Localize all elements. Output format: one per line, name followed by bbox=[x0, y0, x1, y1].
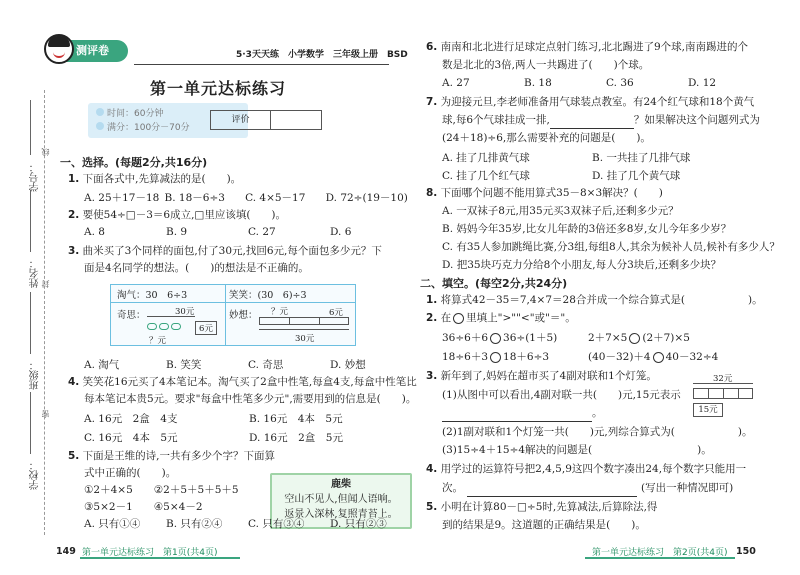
compare-circle[interactable] bbox=[629, 333, 640, 344]
option[interactable]: B. 18 bbox=[524, 77, 552, 89]
seal-mark-line: 线 bbox=[41, 148, 50, 156]
question-6-text: 南南和北北进行足球定点射门练习,北北踢进了9个球,南南踢进的个 bbox=[440, 41, 748, 53]
option[interactable]: B. 9 bbox=[166, 226, 188, 238]
option[interactable]: A. 8 bbox=[84, 226, 105, 238]
expr: 36÷6＋6 bbox=[442, 332, 489, 344]
question-7-part-c: ？如果解决这个问题列式为 bbox=[633, 114, 760, 126]
option[interactable]: A. 16元 2盒 4支 bbox=[84, 413, 178, 425]
fill-3-2: (2)1副对联和1个灯笼一共( )元,列综合算式为( )。 bbox=[442, 426, 753, 438]
option[interactable]: B. 16元 4本 5元 bbox=[249, 413, 343, 425]
option[interactable]: B. 18－6÷3 bbox=[164, 192, 225, 204]
fill-5-text: 小明在计算80－□÷5时,先算减法,后算除法,得 bbox=[440, 501, 658, 513]
fill-2-row-2b bbox=[588, 350, 718, 365]
question-8-text: 下面哪个问题不能用算式35－8×3解决？( ) bbox=[440, 187, 663, 199]
question-5-text: 下面是王维的诗,一共有多少个字？下面算 bbox=[82, 450, 275, 462]
option[interactable]: A. 一双袜子8元,用35元买3双袜子后,还剩多少元？ bbox=[442, 205, 679, 217]
class-label: 班级： bbox=[30, 360, 41, 390]
qisi-label: 奇思： bbox=[117, 310, 146, 321]
miao-6: 6元 bbox=[329, 308, 343, 318]
question-7-blank[interactable] bbox=[550, 113, 634, 129]
time-label: 时间：60分钟 bbox=[107, 109, 164, 119]
question-1-options bbox=[84, 190, 414, 205]
qisi-30: 30元 bbox=[175, 307, 195, 317]
question-3-options bbox=[84, 357, 414, 372]
page-title: 第一单元达标练习 bbox=[150, 79, 287, 98]
footer-text-right: 第一单元达标练习 第2页(共4页) bbox=[592, 548, 728, 558]
option[interactable]: C. 27 bbox=[248, 226, 276, 238]
poem-title: 鹿柴 bbox=[331, 479, 351, 490]
question-5-expr-2: ③5×2－1 ④5×4－2 bbox=[84, 501, 203, 513]
question-2-text: 要使54÷□－3＝6成立,□里应该填( )。 bbox=[82, 209, 287, 221]
option[interactable]: D. 妙想 bbox=[330, 359, 366, 371]
fill-4-text: 用学过的运算符号把2,4,5,9这四个数字凑出24,每个数字只能用一 bbox=[440, 463, 747, 475]
period: 。 bbox=[592, 407, 603, 419]
option[interactable]: A. 只有①④ bbox=[84, 518, 141, 530]
compare-circle[interactable] bbox=[490, 352, 501, 363]
option[interactable]: C. 36 bbox=[606, 77, 634, 89]
question-5-expr-1: ①2＋4×5 ②2＋5＋5＋5＋5 bbox=[84, 484, 239, 496]
expr: 18÷6＋3 bbox=[442, 351, 489, 363]
fill-3-3: (3)15÷4＋15÷4解决的问题是( )。 bbox=[442, 444, 712, 456]
question-6-options bbox=[442, 77, 772, 89]
fill-3-text: 新年到了,妈妈在超市买了4副对联和1个灯笼。 bbox=[440, 370, 657, 382]
option[interactable]: D. 6 bbox=[330, 226, 352, 238]
fill-3-1-cont bbox=[442, 406, 603, 422]
qisi-q: ？元 bbox=[149, 336, 167, 346]
option[interactable]: D. 72÷(19－10) bbox=[325, 192, 408, 204]
fill-4-text-b: 次。 bbox=[442, 482, 463, 494]
eval-label: 评价 bbox=[211, 111, 271, 129]
fill-2: 2. 在 里填上">""<"或"＝"。 bbox=[426, 312, 576, 324]
fill-5: 5. 小明在计算80－□÷5时,先算减法,后算除法,得 bbox=[426, 501, 658, 513]
option[interactable]: D. 16元 2盒 5元 bbox=[249, 432, 343, 444]
question-5-options bbox=[84, 516, 414, 531]
question-7-text-cont bbox=[442, 113, 760, 129]
fill-3: 3. 新年到了,妈妈在超市买了4副对联和1个灯笼。 bbox=[426, 370, 657, 382]
taoqi-idea: 淘气：30 6÷3 bbox=[117, 290, 188, 301]
option[interactable]: C. 有35人参加跳绳比赛,分3组,每组8人,其余为候补人员,候补有多少人？ bbox=[442, 241, 780, 253]
question-7-text-cont2: (24＋18)÷6,那么需要补充的问题是( )。 bbox=[442, 132, 651, 144]
poem-line-2: 返景入深林,复照青苔上。 bbox=[284, 509, 398, 520]
question-3-text-cont: 面是4名同学的想法。( )的想法是不正确的。 bbox=[84, 262, 309, 274]
student-id-field[interactable] bbox=[30, 100, 31, 155]
miaoxiang-label: 妙想： bbox=[229, 310, 258, 321]
question-8: 8. 下面哪个问题不能用算式35－8×3解决？( ) bbox=[426, 187, 663, 199]
option[interactable]: D. 12 bbox=[688, 77, 717, 89]
expr: (40－32)＋4 bbox=[588, 351, 651, 363]
option[interactable]: C. 4×5－17 bbox=[245, 192, 306, 204]
fill-3-1 bbox=[442, 388, 681, 403]
question-5-text-cont: 式中正确的( )。 bbox=[84, 467, 177, 479]
name-field[interactable] bbox=[30, 190, 31, 252]
fill-2-row-2 bbox=[442, 350, 549, 365]
name-label: 姓名： bbox=[30, 258, 41, 288]
expr: 36÷(1＋5) bbox=[503, 332, 558, 344]
section-choice-title: 一、选择。(每题2分,共16分) bbox=[60, 156, 208, 169]
bread-icons bbox=[147, 323, 181, 330]
price-box-label: 15元 bbox=[693, 403, 723, 417]
class-field[interactable] bbox=[30, 292, 31, 354]
fill-2-text: 在 bbox=[440, 312, 452, 324]
question-4-text-cont: 每本笔记本贵5元。要求"每盒中性笔多少元",需要用到的信息是( )。 bbox=[84, 393, 417, 405]
option[interactable]: A. 淘气 bbox=[84, 359, 120, 371]
clock-icon bbox=[96, 108, 104, 116]
seal-mark-secret: 密 bbox=[41, 410, 50, 418]
option[interactable]: B. 一共挂了几排气球 bbox=[592, 152, 691, 164]
student-id-label: 学号： bbox=[30, 162, 41, 192]
footer-text-left: 第一单元达标练习 第1页(共4页) bbox=[82, 548, 218, 558]
fill-4-text-c: (写出一种情况即可) bbox=[641, 482, 734, 494]
seal-mark-seal: 封 bbox=[41, 280, 50, 288]
miao-q: ？元 bbox=[271, 307, 289, 317]
miao-30: 30元 bbox=[295, 334, 315, 344]
option[interactable]: C. 16元 4本 5元 bbox=[84, 432, 178, 444]
question-4: 4. 笑笑花16元买了4本笔记本。淘气买了2盒中性笔,每盒4支,每盒中性笔比 bbox=[68, 376, 417, 388]
question-3-text: 曲米买了3个同样的面包,付了30元,找回6元,每个面包多少元？下 bbox=[82, 245, 382, 257]
compare-circle[interactable] bbox=[653, 352, 664, 363]
fill-1-text: 将算式42－35＝7,4×7＝28合并成一个综合算式是( )。 bbox=[440, 294, 763, 306]
option[interactable]: D. 挂了几个黄气球 bbox=[592, 170, 681, 182]
question-7: 7. 为迎接元旦,李老师准备用气球装点教室。有24个红气球和18个黄气 bbox=[426, 96, 755, 108]
expr: 40－32÷4 bbox=[665, 351, 719, 363]
question-3: 3. 曲米买了3个同样的面包,付了30元,找回6元,每个面包多少元？下 bbox=[68, 245, 382, 257]
price-top-label: 32元 bbox=[713, 374, 733, 384]
question-7-part-b: 球,每6个气球挂成一排, bbox=[442, 114, 550, 126]
page-number-left: 149 bbox=[56, 546, 76, 557]
question-7-text: 为迎接元旦,李老师准备用气球装点教室。有24个红气球和18个黄气 bbox=[440, 96, 755, 108]
xiaoxiao-idea: 笑笑：(30 6)÷3 bbox=[229, 290, 307, 301]
mascot-icon bbox=[44, 34, 74, 64]
question-4-options-b bbox=[84, 430, 414, 445]
question-3-figure bbox=[110, 284, 356, 346]
fill-1: 1. 将算式42－35＝7,4×7＝28合并成一个综合算式是( )。 bbox=[426, 294, 763, 306]
fill-2-text-b: 里填上">""<"或"＝"。 bbox=[466, 312, 576, 324]
compare-circle[interactable] bbox=[490, 333, 501, 344]
fill-5-cont: 到的结果是9。这道题的正确结果是( )。 bbox=[442, 519, 646, 531]
option[interactable]: B. 笑笑 bbox=[166, 359, 202, 371]
question-1: 1. 下面各式中,先算减法的是( )。 bbox=[68, 173, 242, 185]
page-number-right: 150 bbox=[736, 546, 756, 557]
question-5: 5. 下面是王维的诗,一共有多少个字？下面算 bbox=[68, 450, 275, 462]
fill-2-row-1b bbox=[588, 331, 690, 346]
bread-icon bbox=[171, 323, 181, 330]
header-divider bbox=[134, 64, 389, 65]
evaluation-box bbox=[210, 110, 322, 130]
question-4-text: 笑笑花16元买了4本笔记本。淘气买了2盒中性笔,每盒4支,每盒中性笔比 bbox=[82, 376, 417, 388]
option[interactable]: B. 妈妈今年35岁,比女儿年龄的3倍还多8岁,女儿今年多少岁？ bbox=[442, 223, 732, 235]
poem-line-1: 空山不见人,但闻人语响。 bbox=[284, 494, 398, 505]
fill-4: 4. 用学过的运算符号把2,4,5,9这四个数字凑出24,每个数字只能用一 bbox=[426, 463, 747, 475]
option[interactable]: A. 27 bbox=[442, 77, 470, 89]
question-6: 6. 南南和北北进行足球定点射门练习,北北踢进了9个球,南南踢进的个 bbox=[426, 41, 748, 53]
option[interactable]: B. 只有②④ bbox=[166, 518, 223, 530]
question-2-options bbox=[84, 226, 414, 238]
score-label: 满分：100分－70分 bbox=[107, 123, 190, 133]
fill-3-1-text: (1)从图中可以看出,4副对联一共( )元,15元表示 bbox=[442, 389, 681, 401]
option[interactable]: C. 奇思 bbox=[248, 359, 284, 371]
option[interactable]: D. 只有②③ bbox=[330, 518, 387, 530]
score-icon bbox=[96, 122, 104, 130]
question-1-text: 下面各式中,先算减法的是( )。 bbox=[82, 173, 242, 185]
eval-field[interactable] bbox=[271, 111, 321, 129]
bread-icon bbox=[147, 323, 157, 330]
expr: 2＋7×5 bbox=[588, 332, 628, 344]
expr: (2＋7)×5 bbox=[642, 332, 690, 344]
fill-4-cont bbox=[442, 481, 733, 497]
price-diagram bbox=[693, 372, 753, 417]
logo-badge: 测评卷 bbox=[48, 40, 128, 62]
question-7-options-a bbox=[442, 150, 772, 165]
option[interactable]: D. 把35块巧克力分给8个小朋友,每人分3块后,还剩多少块？ bbox=[442, 259, 722, 271]
bread-icon bbox=[159, 323, 169, 330]
series-info: 5·3天天练 小学数学 三年级上册 BSD bbox=[236, 50, 408, 60]
fill-4-blank[interactable] bbox=[467, 481, 637, 497]
circle-icon bbox=[453, 313, 464, 324]
option[interactable]: C. 只有③④ bbox=[248, 518, 305, 530]
school-label: 学校： bbox=[30, 460, 41, 490]
option[interactable]: C. 挂了几个红气球 bbox=[442, 170, 530, 182]
fill-3-1-blank[interactable] bbox=[442, 406, 592, 422]
question-4-options-a bbox=[84, 411, 414, 426]
option[interactable]: A. 挂了几排黄气球 bbox=[442, 152, 530, 164]
question-7-options-b bbox=[442, 168, 772, 183]
question-6-text-cont: 数是北北的3倍,两人一共踢进了( )个球。 bbox=[442, 59, 650, 71]
qisi-6: 6元 bbox=[195, 321, 217, 335]
binding-line bbox=[44, 90, 45, 535]
question-2: 2. 要使54÷□－3＝6成立,□里应该填( )。 bbox=[68, 209, 287, 221]
option[interactable]: A. 25＋17－18 bbox=[84, 192, 160, 204]
school-field[interactable] bbox=[30, 392, 31, 454]
expr: 18＋6÷3 bbox=[503, 351, 550, 363]
fill-2-row-1 bbox=[442, 331, 557, 346]
section-fill-title: 二、填空。(每空2分,共24分) bbox=[420, 277, 568, 290]
